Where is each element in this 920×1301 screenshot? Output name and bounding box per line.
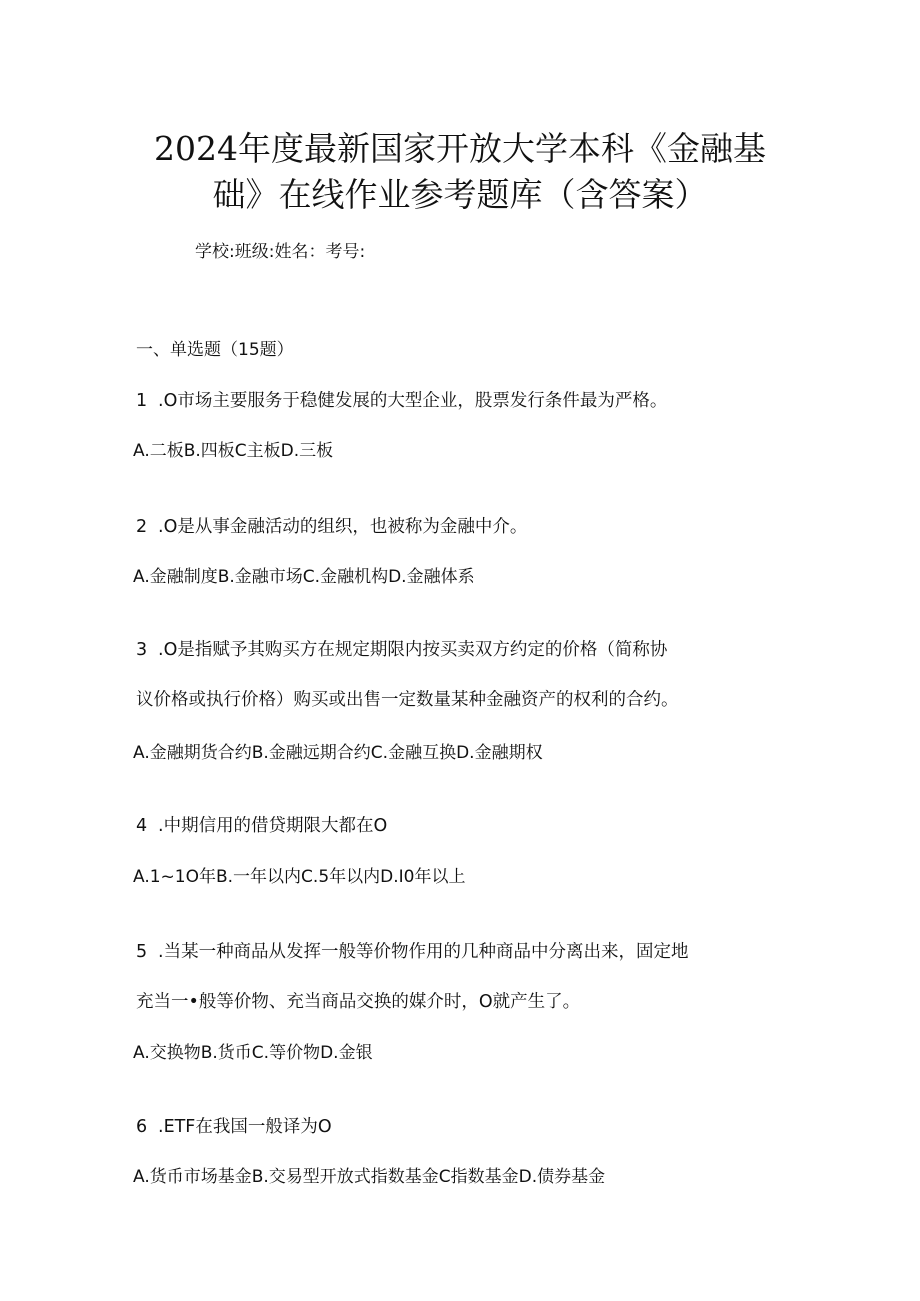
question-6 (136, 1116, 332, 1138)
title-line-2: 础》在线作业参考题库（含答案） (212, 175, 708, 214)
question-2 (136, 516, 527, 538)
question-6-options: A.货币市场基金B.交易型开放式指数基金C指数基金D.债券基金 (133, 1167, 606, 1187)
question-2-options: A.金融制度B.金融市场C.金融机构D.金融体系 (133, 567, 475, 587)
question-number: 4 (136, 816, 148, 836)
question-number: 1 (136, 391, 148, 411)
question-1 (136, 390, 667, 412)
question-text: .当某一种商品从发挥一般等价物作用的几种商品中分离出来，固定地 (158, 942, 689, 962)
question-text: .ETF在我国一般译为O (158, 1117, 332, 1137)
section-heading: 一、单选题（15题） (136, 340, 294, 360)
question-3-continued (136, 689, 679, 711)
student-info-line: 学校:班级:姓名：考号: (195, 242, 366, 262)
question-3-options: A.金融期货合约B.金融远期合约C.金融互换D.金融期权 (133, 743, 543, 763)
question-text-continued: 议价格或执行价格）购买或出售一定数量某种金融资产的权利的合约。 (136, 690, 679, 710)
question-number: 2 (136, 517, 148, 537)
question-number: 5 (136, 942, 148, 962)
question-1-options: A.二板B.四板C主板D.三板 (133, 441, 334, 461)
question-4 (136, 815, 387, 837)
question-4-options: A.1~1O年B.一年以内C.5年以内D.I0年以上 (133, 867, 466, 887)
question-text-continued: 充当一•般等价物、充当商品交换的媒介时，O就产生了。 (136, 992, 581, 1012)
question-text: .O是从事金融活动的组织，也被称为金融中介。 (158, 517, 528, 537)
title-line-1: 2024年度最新国家开放大学本科《金融基 (154, 129, 766, 168)
question-3 (136, 639, 667, 661)
document-title (100, 126, 820, 218)
question-5 (136, 941, 689, 963)
question-number: 3 (136, 640, 148, 660)
question-5-options: A.交换物B.货币C.等价物D.金银 (133, 1043, 373, 1063)
question-text: .O市场主要服务于稳健发展的大型企业，股票发行条件最为严格。 (158, 391, 668, 411)
question-text: .O是指赋予其购买方在规定期限内按买卖双方约定的价格（简称协 (158, 640, 668, 660)
question-text: .中期信用的借贷期限大都在O (158, 816, 388, 836)
question-number: 6 (136, 1117, 148, 1137)
question-5-continued (136, 991, 580, 1013)
